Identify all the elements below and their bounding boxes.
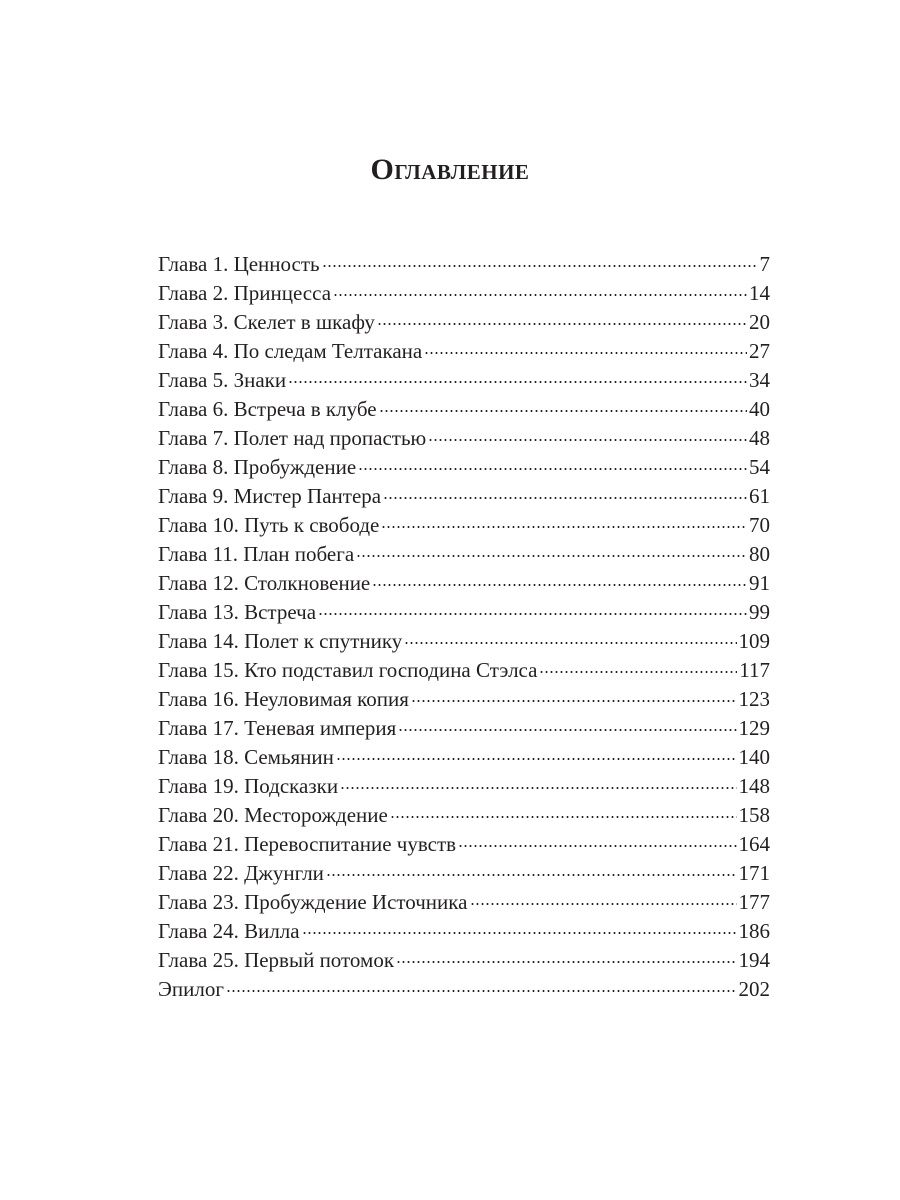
toc-entry	[158, 975, 770, 1004]
dot-leader	[226, 976, 737, 996]
dot-leader	[326, 860, 737, 880]
dot-leader	[336, 744, 737, 764]
dot-leader	[398, 715, 736, 735]
toc-entry-label: Глава 25. Первый потомок	[158, 948, 395, 972]
toc-entry-page-number: 109	[738, 629, 770, 653]
toc-entry-label: Глава 3. Скелет в шкафу	[158, 310, 375, 334]
dot-leader	[379, 396, 747, 416]
toc-entry-page-number: 14	[749, 281, 770, 305]
toc-entry-page-number: 158	[738, 803, 770, 827]
dot-leader	[356, 541, 747, 561]
toc-entry-label: Глава 13. Встреча	[158, 600, 317, 624]
toc-entry-page-number: 117	[739, 658, 770, 682]
toc-entry	[158, 917, 770, 946]
dot-leader	[340, 773, 736, 793]
toc-entry-label: Глава 10. Путь к свободе	[158, 513, 380, 537]
toc-entry-label: Глава 7. Полет над пропастью	[158, 426, 427, 450]
toc-entry-page-number: 70	[749, 513, 770, 537]
toc-entry-page-number: 164	[738, 832, 770, 856]
dot-leader	[288, 367, 747, 387]
toc-entry	[158, 569, 770, 598]
toc-entry-label: Глава 14. Полет к спутнику	[158, 629, 403, 653]
dot-leader	[396, 947, 736, 967]
dot-leader	[377, 309, 747, 329]
toc-title: Оглавление	[370, 153, 530, 186]
toc-entry	[158, 772, 770, 801]
toc-entry-page-number: 140	[738, 745, 770, 769]
toc-entry-page-number: 80	[749, 542, 770, 566]
dot-leader	[424, 338, 747, 358]
toc-entry	[158, 830, 770, 859]
toc-entry-label: Глава 8. Пробуждение	[158, 455, 357, 479]
toc-entry	[158, 395, 770, 424]
dot-leader	[333, 280, 747, 300]
toc-entry-page-number: 40	[749, 397, 770, 421]
toc-entry-label: Глава 12. Столкновение	[158, 571, 371, 595]
toc-entry	[158, 714, 770, 743]
toc-entry-label: Глава 15. Кто подставил господина Стэлса	[158, 658, 538, 682]
dot-leader	[358, 454, 747, 474]
dot-leader	[470, 889, 737, 909]
toc-entry-label: Глава 4. По следам Телтакана	[158, 339, 423, 363]
toc-entry-label: Эпилог	[158, 977, 224, 1001]
toc-entry	[158, 540, 770, 569]
dot-leader	[372, 570, 747, 590]
toc-entry	[158, 511, 770, 540]
dot-leader	[383, 483, 747, 503]
toc-entry	[158, 859, 770, 888]
toc-entry	[158, 366, 770, 395]
toc-entry-page-number: 171	[738, 861, 770, 885]
toc-entry-label: Глава 11. План побега	[158, 542, 355, 566]
toc-entry-page-number: 61	[749, 484, 770, 508]
toc-entry-page-number: 91	[749, 571, 770, 595]
toc-entry	[158, 337, 770, 366]
toc-entry-label: Глава 21. Перевоспитание чувств	[158, 832, 457, 856]
toc-entry-page-number: 7	[759, 252, 770, 276]
dot-leader	[322, 251, 758, 271]
toc-entry	[158, 250, 770, 279]
toc-entry-label: Глава 20. Месторождение	[158, 803, 388, 827]
toc-entry-page-number: 34	[749, 368, 770, 392]
toc-entry-label: Глава 6. Встреча в клубе	[158, 397, 377, 421]
toc-entry-label: Глава 22. Джунгли	[158, 861, 324, 885]
toc-entry	[158, 888, 770, 917]
toc-entry	[158, 801, 770, 830]
toc-entry-page-number: 99	[749, 600, 770, 624]
toc-entry-page-number: 129	[738, 716, 770, 740]
toc-entry-page-number: 186	[738, 919, 770, 943]
toc-entry-label: Глава 1. Ценность	[158, 252, 320, 276]
dot-leader	[302, 918, 737, 938]
dot-leader	[458, 831, 736, 851]
toc-entry-label: Глава 2. Принцесса	[158, 281, 332, 305]
toc-entry-label: Глава 19. Подсказки	[158, 774, 339, 798]
dot-leader	[428, 425, 747, 445]
toc-entry	[158, 279, 770, 308]
toc-entry	[158, 424, 770, 453]
toc-entry-label: Глава 24. Вилла	[158, 919, 300, 943]
toc-entry	[158, 627, 770, 656]
dot-leader	[539, 657, 737, 677]
toc-entry-page-number: 20	[749, 310, 770, 334]
toc-entry-page-number: 148	[738, 774, 770, 798]
toc-entry	[158, 308, 770, 337]
toc-entry-page-number: 54	[749, 455, 770, 479]
toc-list	[158, 250, 770, 1004]
toc-entry-label: Глава 17. Теневая империя	[158, 716, 397, 740]
toc-entry-label: Глава 16. Неуловимая копия	[158, 687, 409, 711]
toc-entry-label: Глава 18. Семьянин	[158, 745, 334, 769]
toc-entry	[158, 453, 770, 482]
dot-leader	[318, 599, 747, 619]
dot-leader	[404, 628, 736, 648]
dot-leader	[381, 512, 747, 532]
toc-entry-page-number: 123	[738, 687, 770, 711]
toc-entry-page-number: 202	[738, 977, 770, 1001]
toc-entry	[158, 482, 770, 511]
toc-entry	[158, 656, 770, 685]
toc-entry-page-number: 177	[738, 890, 770, 914]
toc-entry-page-number: 48	[749, 426, 770, 450]
toc-entry	[158, 743, 770, 772]
toc-entry	[158, 685, 770, 714]
toc-entry-label: Глава 5. Знаки	[158, 368, 287, 392]
dot-leader	[411, 686, 737, 706]
dot-leader	[390, 802, 737, 822]
toc-entry-page-number: 194	[738, 948, 770, 972]
toc-entry-label: Глава 23. Пробуждение Источника	[158, 890, 468, 914]
toc-entry-label: Глава 9. Мистер Пантера	[158, 484, 382, 508]
toc-entry	[158, 946, 770, 975]
toc-entry	[158, 598, 770, 627]
toc-entry-page-number: 27	[749, 339, 770, 363]
